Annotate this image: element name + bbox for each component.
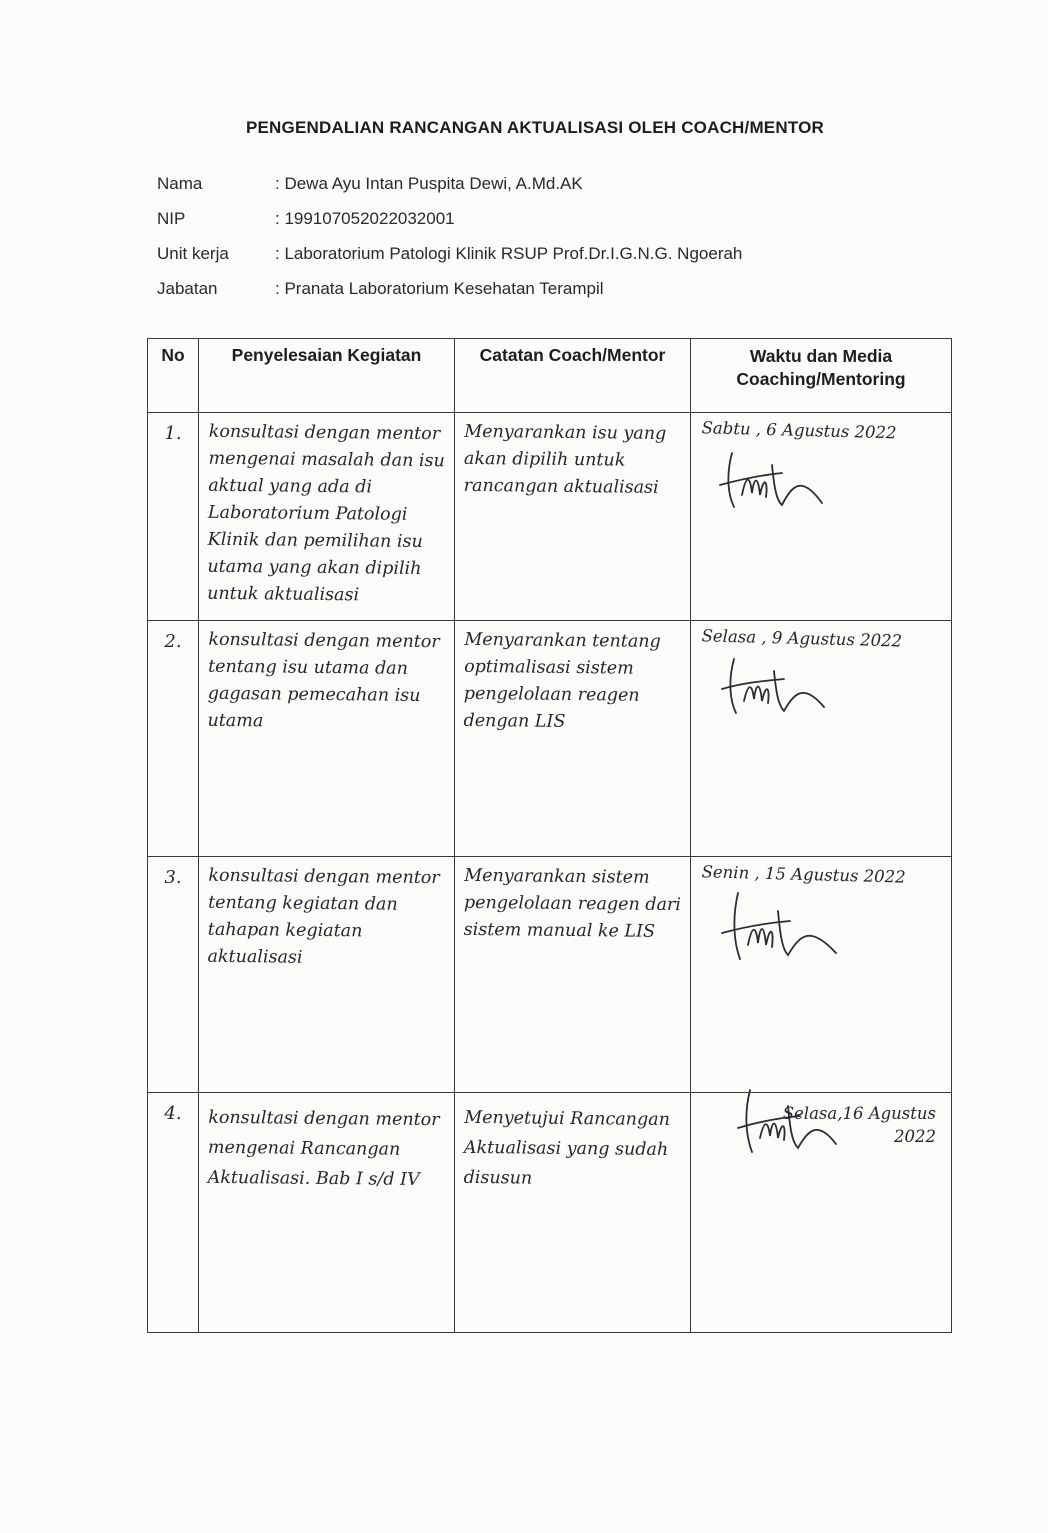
note-text: Menyarankan tentang optimalisasi sistem pengelolaan reagen dengan LIS [463, 629, 661, 732]
info-value: : Laboratorium Patologi Klinik RSUP Prof.Dr.I.G.N.G. Ngoerah [275, 243, 743, 263]
row-number: 2. [148, 621, 199, 857]
identity-block [157, 166, 742, 306]
note-cell [455, 1093, 691, 1333]
table-row [148, 413, 952, 621]
activity-cell [199, 621, 455, 857]
table-row [148, 857, 952, 1093]
info-label: Unit kerja [157, 243, 229, 263]
info-value: : 199107052022032001 [275, 208, 455, 228]
document-title: PENGENDALIAN RANCANGAN AKTUALISASI OLEH COACH/MENTOR [245, 118, 824, 137]
note-text: Menyarankan isu yang akan dipilih untuk rancangan aktualisasi [463, 421, 667, 498]
header-note: Catatan Coach/Mentor [455, 339, 691, 413]
time-cell [691, 413, 952, 621]
time-text-line1: Selasa,16 Agustus [782, 1104, 936, 1123]
header-time-line1: Waktu dan Media [749, 346, 893, 366]
info-label: Nama [157, 173, 203, 193]
info-row-nip [157, 201, 742, 236]
table-header-row [148, 339, 952, 413]
activity-text: konsultasi dengan mentor tentang kegiatan dan tahapan kegiatan aktualisasi [207, 865, 440, 968]
note-cell [455, 857, 691, 1093]
table-row [148, 621, 952, 857]
mentor-signature-icon [712, 889, 842, 969]
header-time [691, 339, 952, 413]
activity-text: konsultasi dengan mentor mengenai masalah dan isu aktual yang ada di Laboratorium Patologi Klinik dan pemilihan isu utama yang akan dipilih untuk aktualisasi [207, 421, 445, 606]
info-value: : Dewa Ayu Intan Puspita Dewi, A.Md.AK [275, 173, 583, 193]
time-text: Sabtu , 6 Agustus 2022 [701, 418, 897, 443]
row-number: 1. [148, 413, 199, 621]
row-number: 4. [148, 1093, 199, 1333]
info-label: NIP [157, 208, 186, 228]
time-text: Senin , 15 Agustus 2022 [701, 862, 906, 887]
mentoring-table [147, 338, 952, 1333]
row-number: 3. [148, 857, 199, 1093]
activity-cell [199, 1093, 455, 1333]
note-cell [455, 621, 691, 857]
mentor-signature-icon [732, 1086, 842, 1162]
mentor-signature-icon [712, 653, 832, 723]
time-cell [691, 1093, 952, 1333]
info-label: Jabatan [157, 278, 218, 298]
note-text: Menyetujui Rancangan Aktualisasi yang sudah disusun [463, 1107, 671, 1189]
info-row-position [157, 271, 742, 306]
table-row [148, 1093, 952, 1333]
mentor-signature-icon [712, 445, 832, 515]
info-value: : Pranata Laboratorium Kesehatan Terampil [275, 278, 604, 298]
time-text: Selasa , 9 Agustus 2022 [701, 626, 903, 651]
activity-cell [199, 857, 455, 1093]
header-time-line2: Coaching/Mentoring [736, 369, 906, 389]
time-text-line2: 2022 [894, 1127, 936, 1146]
activity-text: konsultasi dengan mentor mengenai Rancangan Aktualisasi. Bab I s/d IV [207, 1107, 440, 1190]
header-no: No [148, 339, 199, 413]
header-activity: Penyelesaian Kegiatan [199, 339, 455, 413]
time-cell [691, 857, 952, 1093]
info-row-unit [157, 236, 742, 271]
activity-text: konsultasi dengan mentor tentang isu utama dan gagasan pemecahan isu utama [207, 629, 440, 732]
activity-cell [199, 413, 455, 621]
note-cell [455, 413, 691, 621]
time-cell [691, 621, 952, 857]
info-row-name [157, 166, 742, 201]
note-text: Menyarankan sistem pengelolaan reagen dari sistem manual ke LIS [463, 865, 682, 942]
